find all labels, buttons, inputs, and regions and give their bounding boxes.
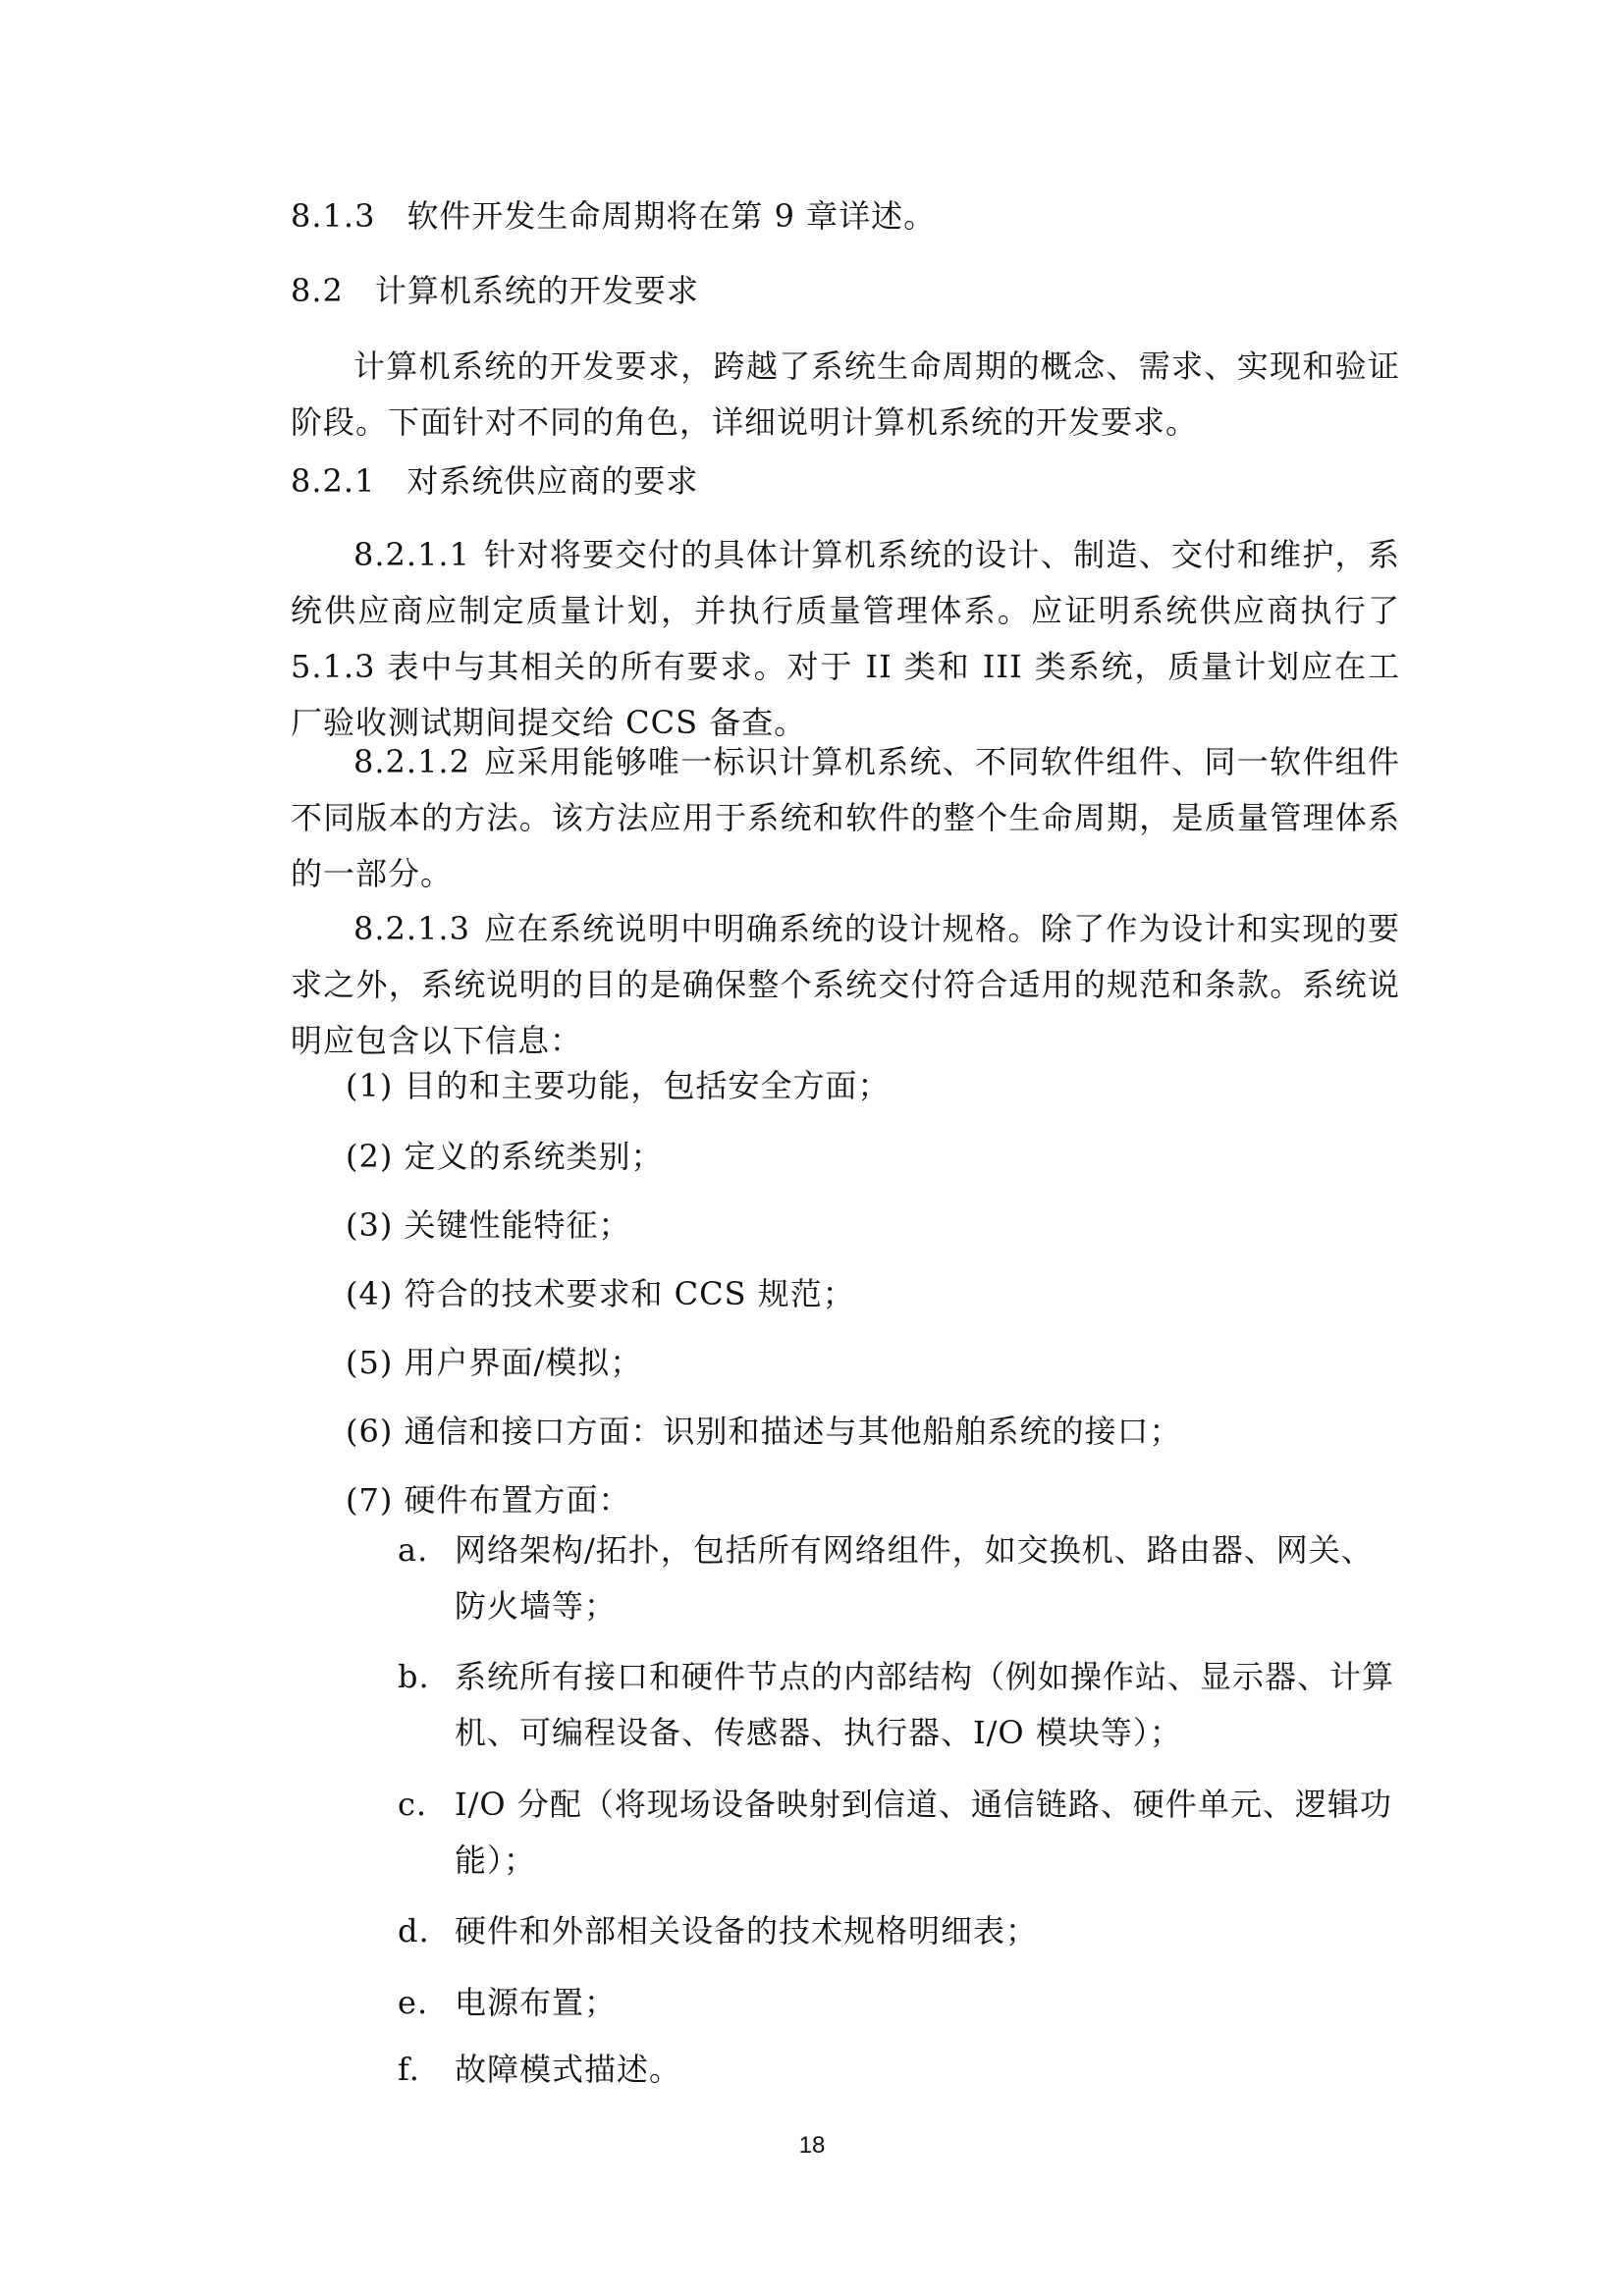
- section-8-2-1-1: [291, 527, 1400, 751]
- section-text: 针对将要交付的具体计算机系统的设计、制造、交付和维护，系统供应商应制定质量计划，并执行质量管理体系。应证明系统供应商执行了 5.1.3 表中与其相关的所有要求。对于 II 类和 III 类系统，质量计划应在工厂验收测试期间提交给 CCS 备查。: [291, 536, 1400, 741]
- sub-list-item: [398, 2042, 1399, 2098]
- section-number: 8.2.1.3: [353, 910, 470, 947]
- section-8-2-1-3: [291, 901, 1400, 1069]
- list-item: (4) 符合的技术要求和 CCS 规范；: [346, 1275, 855, 1312]
- sub-list-marker: b.: [398, 1658, 430, 1695]
- sub-list-item: [398, 1522, 1399, 1634]
- section-number: 8.2.1.2: [353, 743, 470, 780]
- list-item: (2) 定义的系统类别；: [346, 1138, 664, 1175]
- section-number: 8.2.1: [291, 462, 376, 500]
- section-title: 计算机系统的开发要求: [374, 272, 699, 309]
- sub-list-marker: c.: [398, 1786, 428, 1823]
- sub-list-item: [398, 1649, 1399, 1761]
- sub-list-item: [398, 1777, 1399, 1889]
- list-item: (1) 目的和主要功能，包括安全方面；: [346, 1067, 891, 1104]
- section-number: 8.2: [291, 272, 344, 309]
- section-text: 应采用能够唯一标识计算机系统、不同软件组件、同一软件组件不同版本的方法。该方法应用于系统和软件的整个生命周期，是质量管理体系的一部分。: [291, 743, 1400, 892]
- list-item: (5) 用户界面/模拟；: [346, 1344, 643, 1381]
- sub-list-item: [398, 1975, 1399, 2031]
- section-text: 应在系统说明中明确系统的设计规格。除了作为设计和实现的要求之外，系统说明的目的是确保整个系统交付符合适用的规范和条款。系统说明应包含以下信息：: [291, 910, 1400, 1059]
- intro-paragraph: 计算机系统的开发要求，跨越了系统生命周期的概念、需求、实现和验证阶段。下面针对不同的角色，详细说明计算机系统的开发要求。: [291, 347, 1400, 441]
- sub-list-marker: a.: [398, 1531, 429, 1569]
- section-8-2-1-heading: [291, 461, 698, 501]
- sub-list-marker: d.: [398, 1912, 430, 1949]
- section-8-2-heading: [291, 271, 699, 310]
- section-number: 8.1.3: [291, 197, 376, 235]
- sub-list-text: 故障模式描述。: [455, 2051, 682, 2088]
- section-8-2-1-2: [291, 734, 1400, 902]
- page-number: 18: [798, 2132, 826, 2159]
- section-title: 对系统供应商的要求: [406, 462, 699, 500]
- list-item: (3) 关键性能特征；: [346, 1206, 631, 1244]
- list-item: (6) 通信和接口方面：识别和描述与其他船舶系统的接口；: [346, 1413, 1182, 1450]
- sub-list-text: 硬件和外部相关设备的技术规格明细表；: [455, 1912, 1039, 1949]
- sub-list-text: I/O 分配（将现场设备映射到信道、通信链路、硬件单元、逻辑功能）；: [455, 1786, 1392, 1879]
- sub-list-text: 系统所有接口和硬件节点的内部结构（例如操作站、显示器、计算机、可编程设备、传感器、执行器、I/O 模块等）；: [455, 1658, 1395, 1751]
- sub-list-text: 网络架构/拓扑，包括所有网络组件，如交换机、路由器、网关、防火墙等；: [455, 1531, 1374, 1625]
- section-number: 8.2.1.1: [353, 536, 470, 573]
- list-item: (7) 硬件布置方面：: [346, 1481, 631, 1519]
- section-text: 软件开发生命周期将在第 9 章详述。: [406, 197, 937, 235]
- sub-list-text: 电源布置；: [455, 1984, 618, 2021]
- sub-list-marker: e.: [398, 1984, 429, 2021]
- sub-list-marker: f.: [398, 2051, 420, 2088]
- section-8-1-3: [291, 196, 936, 236]
- sub-list-item: [398, 1903, 1399, 1959]
